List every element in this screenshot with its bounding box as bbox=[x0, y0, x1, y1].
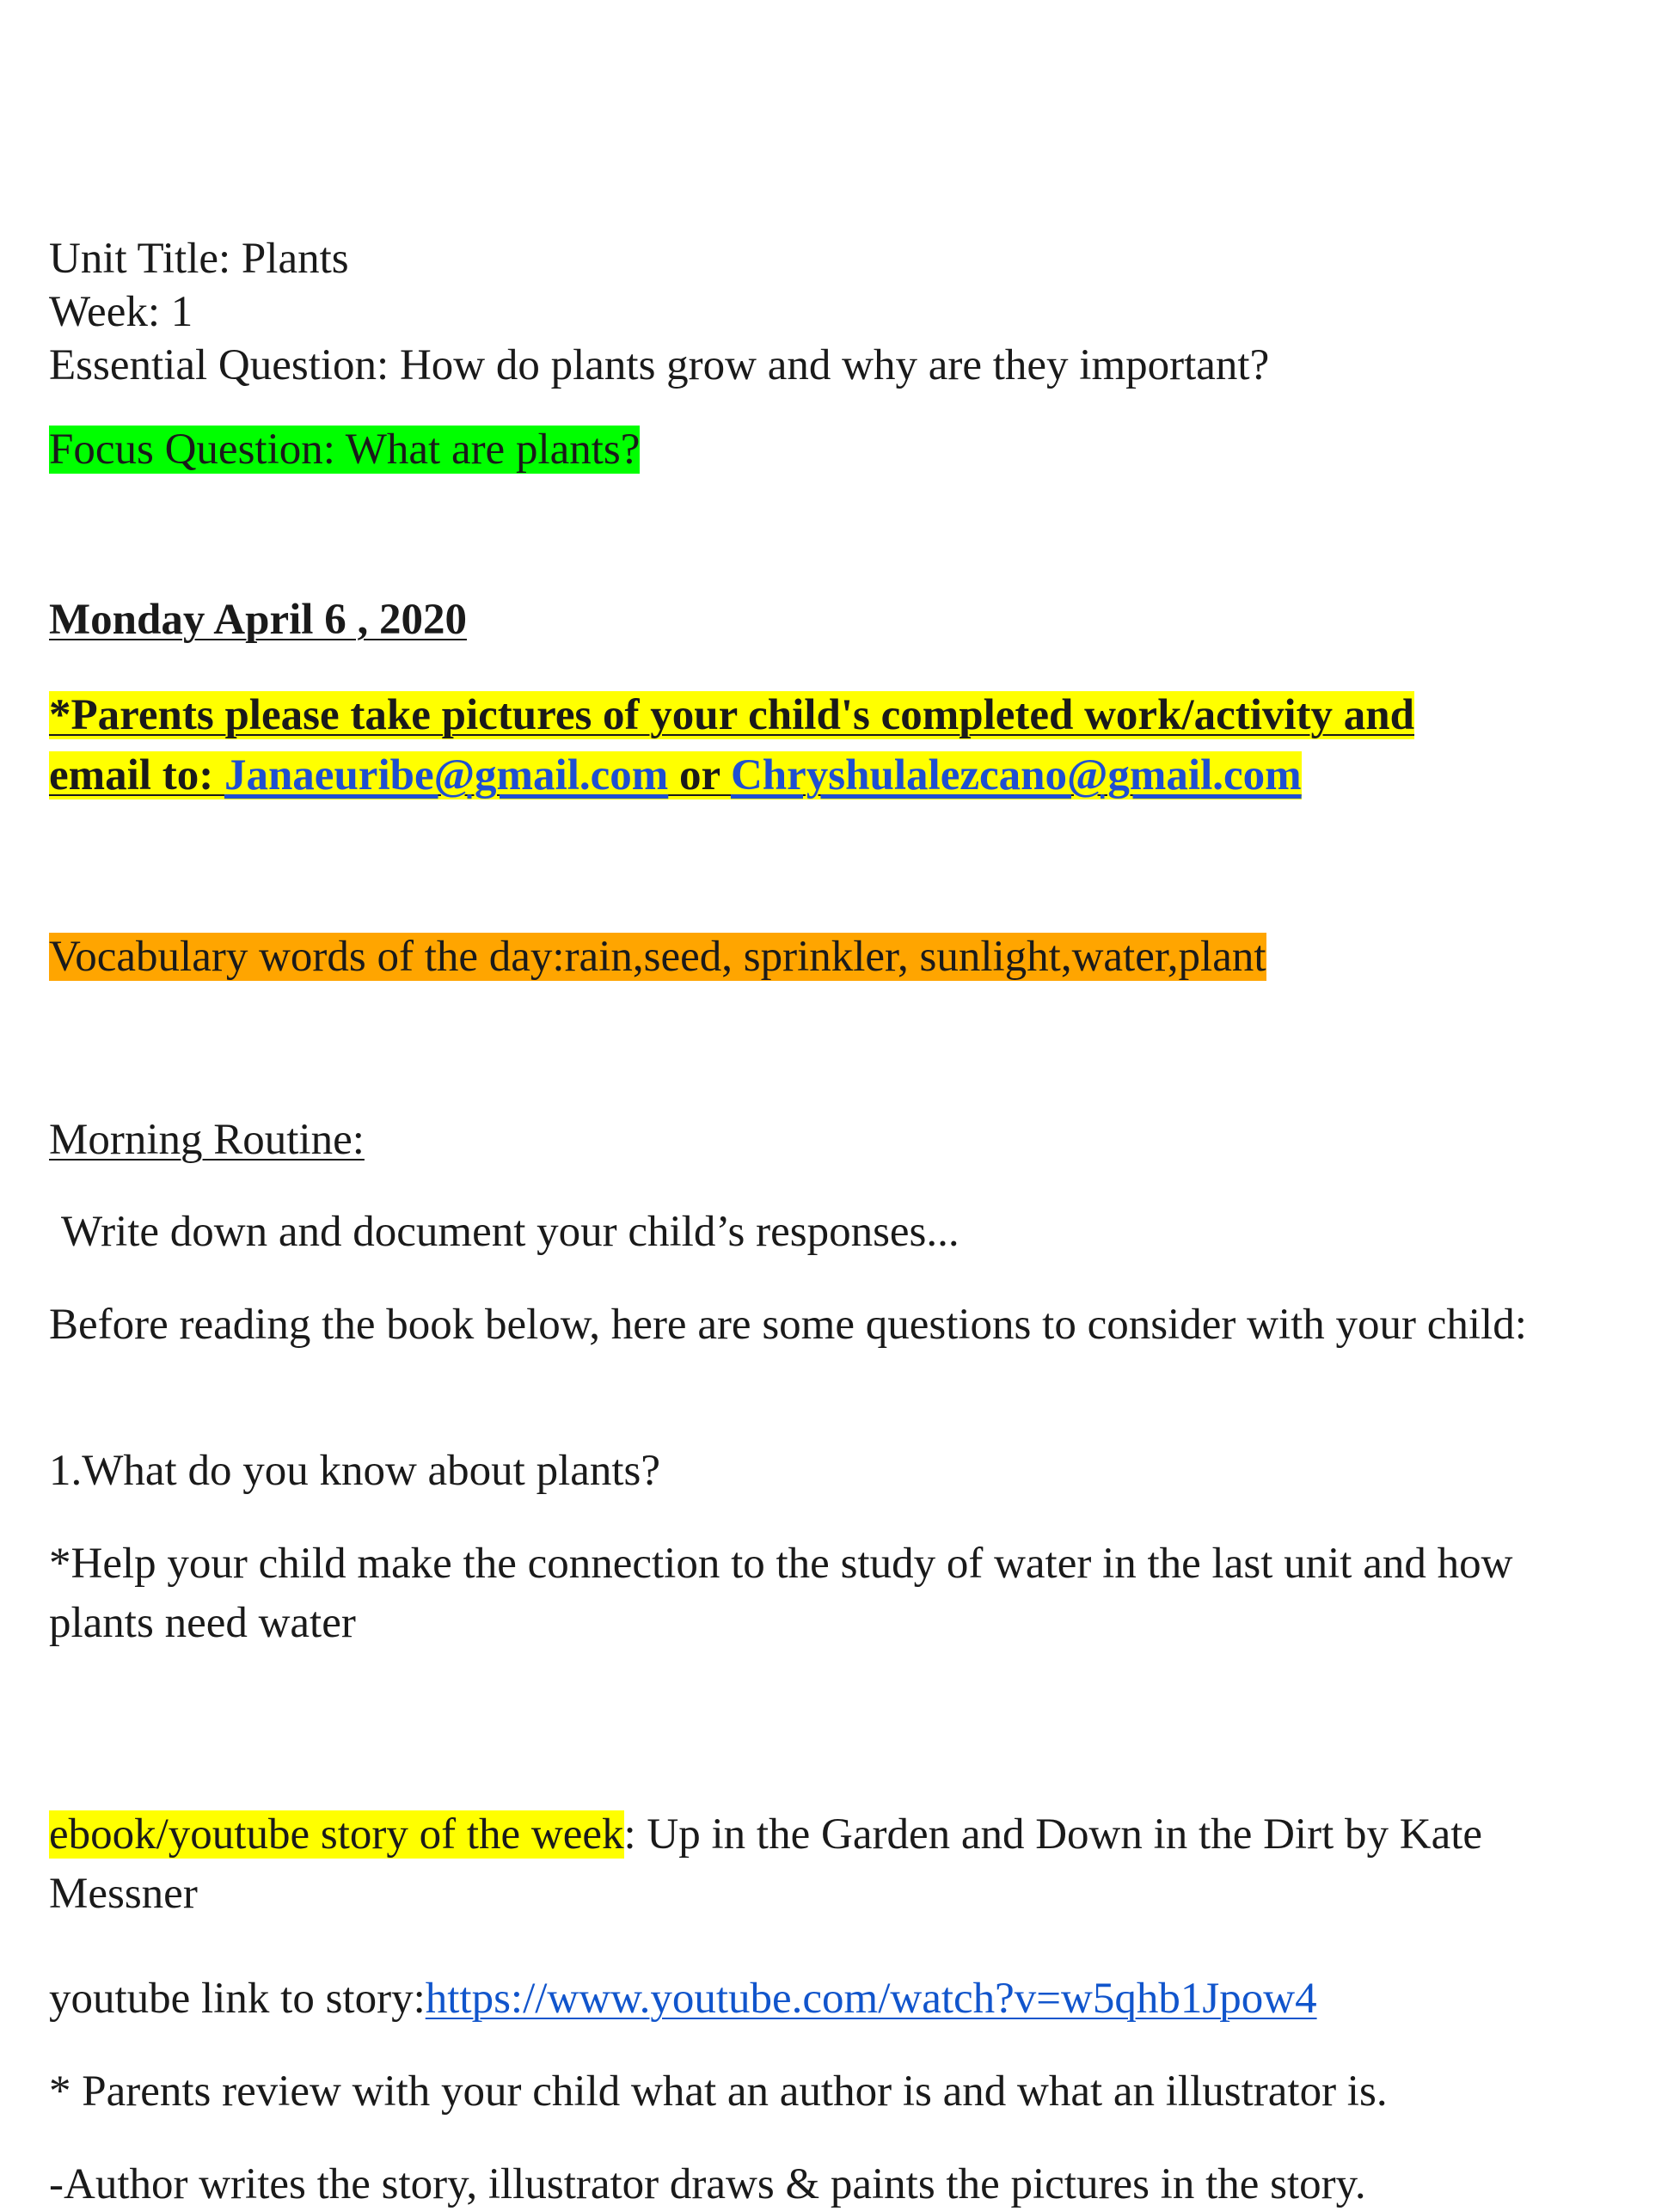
youtube-story-link[interactable]: https://www.youtube.com/watch?v=w5qhb1Jpow4 bbox=[425, 1975, 1317, 2023]
unit-title: Unit Title: Plants bbox=[49, 235, 349, 283]
parents-notice-line2 bbox=[49, 751, 1302, 799]
date-heading: Monday April 6 , 2020 bbox=[49, 596, 467, 644]
review-note: * Parents review with your child what an author is and what an illustrator is. bbox=[49, 2067, 1388, 2116]
or-text: or bbox=[668, 751, 731, 799]
youtube-link-row bbox=[49, 1972, 1317, 2025]
unit-header bbox=[49, 232, 1269, 392]
morning-routine-heading: Morning Routine: bbox=[49, 1116, 365, 1164]
focus-question: Focus Question: What are plants? bbox=[49, 426, 641, 474]
email-link-chryshula[interactable]: Chryshulalezcano@gmail.com bbox=[730, 751, 1302, 799]
parents-notice-line1: *Parents please take pictures of your child's completed work/activity and bbox=[49, 691, 1415, 739]
help-note: *Help your child make the connection to the study of water in the last unit and how plants need water bbox=[49, 1540, 1513, 1647]
story-label: ebook/youtube story of the week bbox=[49, 1810, 624, 1859]
question-1: 1.What do you know about plants? bbox=[49, 1447, 661, 1495]
vocabulary-row bbox=[49, 930, 1266, 983]
focus-question-row bbox=[49, 423, 640, 476]
author-note: -Author writes the story, illustrator draws & paints the pictures in the story. bbox=[49, 2160, 1366, 2208]
instruction-text: Write down and document your child’s responses... bbox=[61, 1208, 960, 1256]
vocabulary-words: Vocabulary words of the day:rain,seed, sprinkler, sunlight,water,plant bbox=[49, 933, 1266, 981]
story-title-author: : Up in the Garden and Down in the Dirt by Kate Messner bbox=[49, 1810, 1483, 1918]
essential-question: Essential Question: How do plants grow and why are they important? bbox=[49, 341, 1270, 389]
before-reading-text: Before reading the book below, here are some questions to consider with your child: bbox=[49, 1301, 1527, 1349]
date-heading-row bbox=[49, 593, 467, 646]
youtube-link-prefix: youtube link to story: bbox=[49, 1975, 426, 2023]
story-of-week bbox=[49, 1805, 1622, 1924]
week-label: Week: 1 bbox=[49, 288, 193, 336]
morning-routine-heading-row bbox=[49, 1113, 365, 1167]
email-prefix: email to: bbox=[49, 751, 224, 799]
email-link-janae[interactable]: Janaeuribe@gmail.com bbox=[224, 751, 669, 799]
parents-notice bbox=[49, 685, 1414, 805]
